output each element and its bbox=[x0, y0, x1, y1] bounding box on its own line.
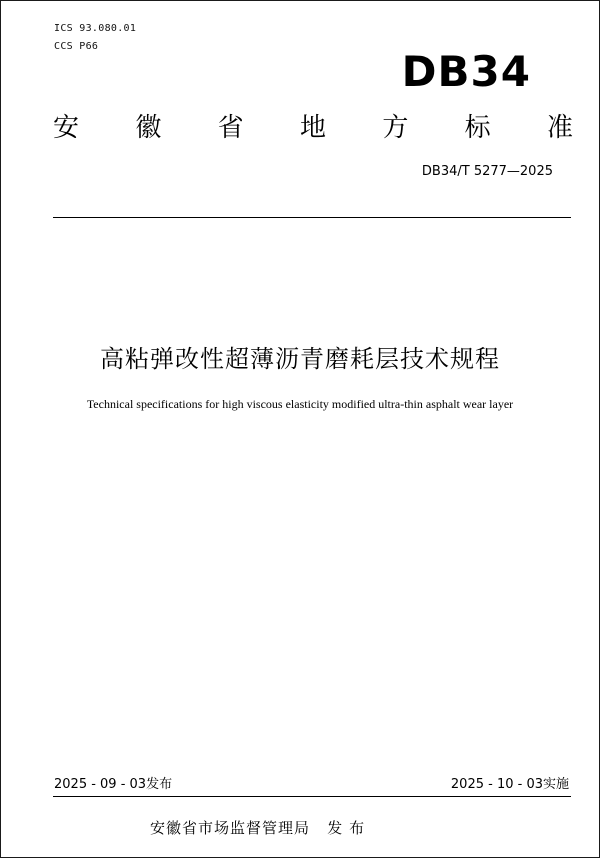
standard-type-char: 标 bbox=[464, 113, 491, 143]
standard-type-char: 徽 bbox=[135, 113, 162, 143]
title-chinese: 高粘弹改性超薄沥青磨耗层技术规程 bbox=[100, 345, 500, 373]
standard-type-title bbox=[53, 115, 573, 141]
top-divider bbox=[53, 217, 571, 218]
publish-date: 2025 - 09 - 03发布 bbox=[54, 777, 173, 792]
standard-type-char: 方 bbox=[382, 113, 409, 143]
standard-type-char: 省 bbox=[217, 113, 244, 143]
standard-type-char: 准 bbox=[546, 113, 573, 143]
implement-date: 2025 - 10 - 03实施 bbox=[450, 777, 569, 792]
db-mark: DB34 bbox=[401, 47, 531, 96]
title-english: Technical specifications for high viscous elasticity modified ultra-thin asphalt wear layer bbox=[86, 397, 514, 411]
standard-type-char: 地 bbox=[299, 113, 326, 143]
standard-number: DB34/T 5277—2025 bbox=[421, 164, 553, 179]
ics-code: ICS 93.080.01 bbox=[54, 23, 137, 34]
bottom-divider bbox=[53, 796, 571, 797]
ccs-code: CCS P66 bbox=[54, 41, 99, 52]
issuer-line: 安徽省市场监督管理局 发 布 bbox=[150, 819, 366, 837]
standard-type-char: 安 bbox=[53, 113, 80, 143]
